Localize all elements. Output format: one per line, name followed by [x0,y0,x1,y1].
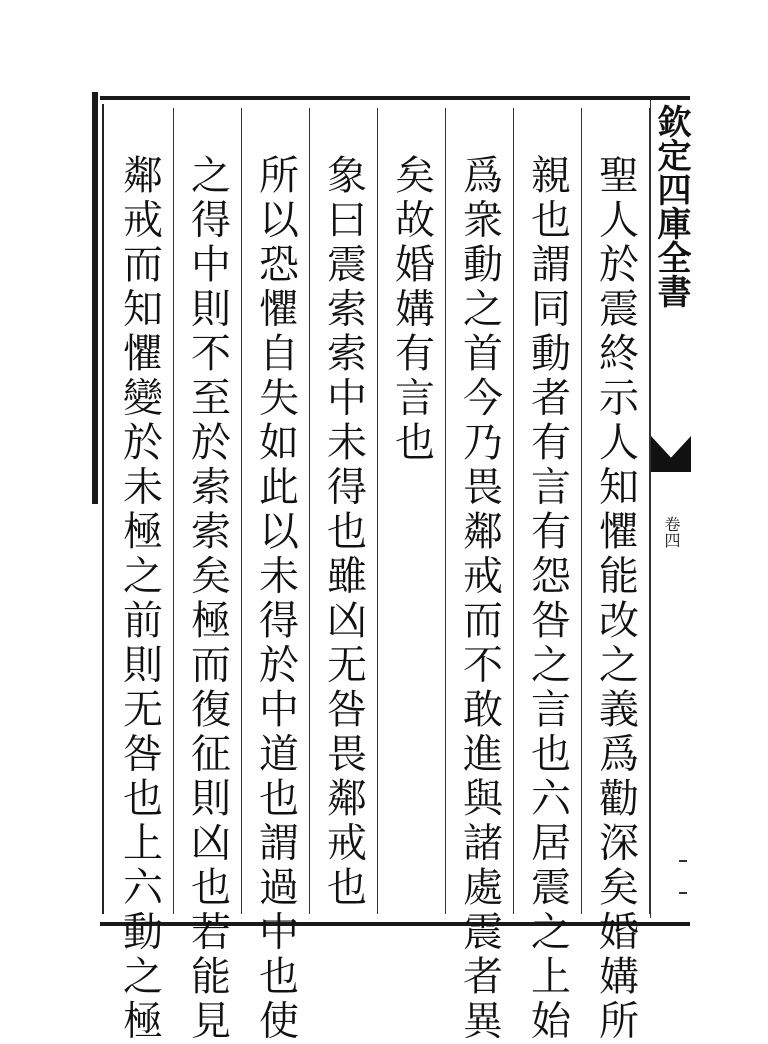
column-text: 爲衆動之首今乃畏鄰戒而不敢進與諸處震者異 [456,154,503,1044]
inner-border-line [102,104,104,914]
column-text: 所以恐懼自失如此以未得於中道也謂過中也使 [252,154,299,1044]
column-text: 聖人於震終示人知懼能改之義爲勸深矣婚媾所 [592,154,639,1044]
column-text: 之得中則不至於索索矣極而復征則凶也若能見 [184,154,231,1044]
page-margin-strip [650,100,691,918]
left-border-bar [92,92,98,504]
text-column-4 [378,108,446,914]
text-column-7 [174,108,242,1044]
text-column-6 [242,108,310,1044]
column-text: 親也謂同動者有言有怨咎之言也六居震之上始 [524,154,571,1044]
margin-mark [679,860,687,894]
column-text: 矣故婚媾有言也 [388,154,435,466]
text-column-5 [310,108,378,914]
book-title: 欽定四庫全書 [651,104,691,308]
text-column-2 [514,108,582,1044]
volume-label: 卷四 [662,516,681,548]
text-column-1 [582,108,650,1044]
fish-tail-mark [651,436,691,472]
column-text: 象曰震索索中未得也雖凶无咎畏鄰戒也 [320,154,367,911]
text-column-8 [106,108,174,1044]
column-text: 鄰戒而知懼變於未極之前則无咎也上六動之極 [116,154,163,1044]
text-column-3 [446,108,514,1044]
